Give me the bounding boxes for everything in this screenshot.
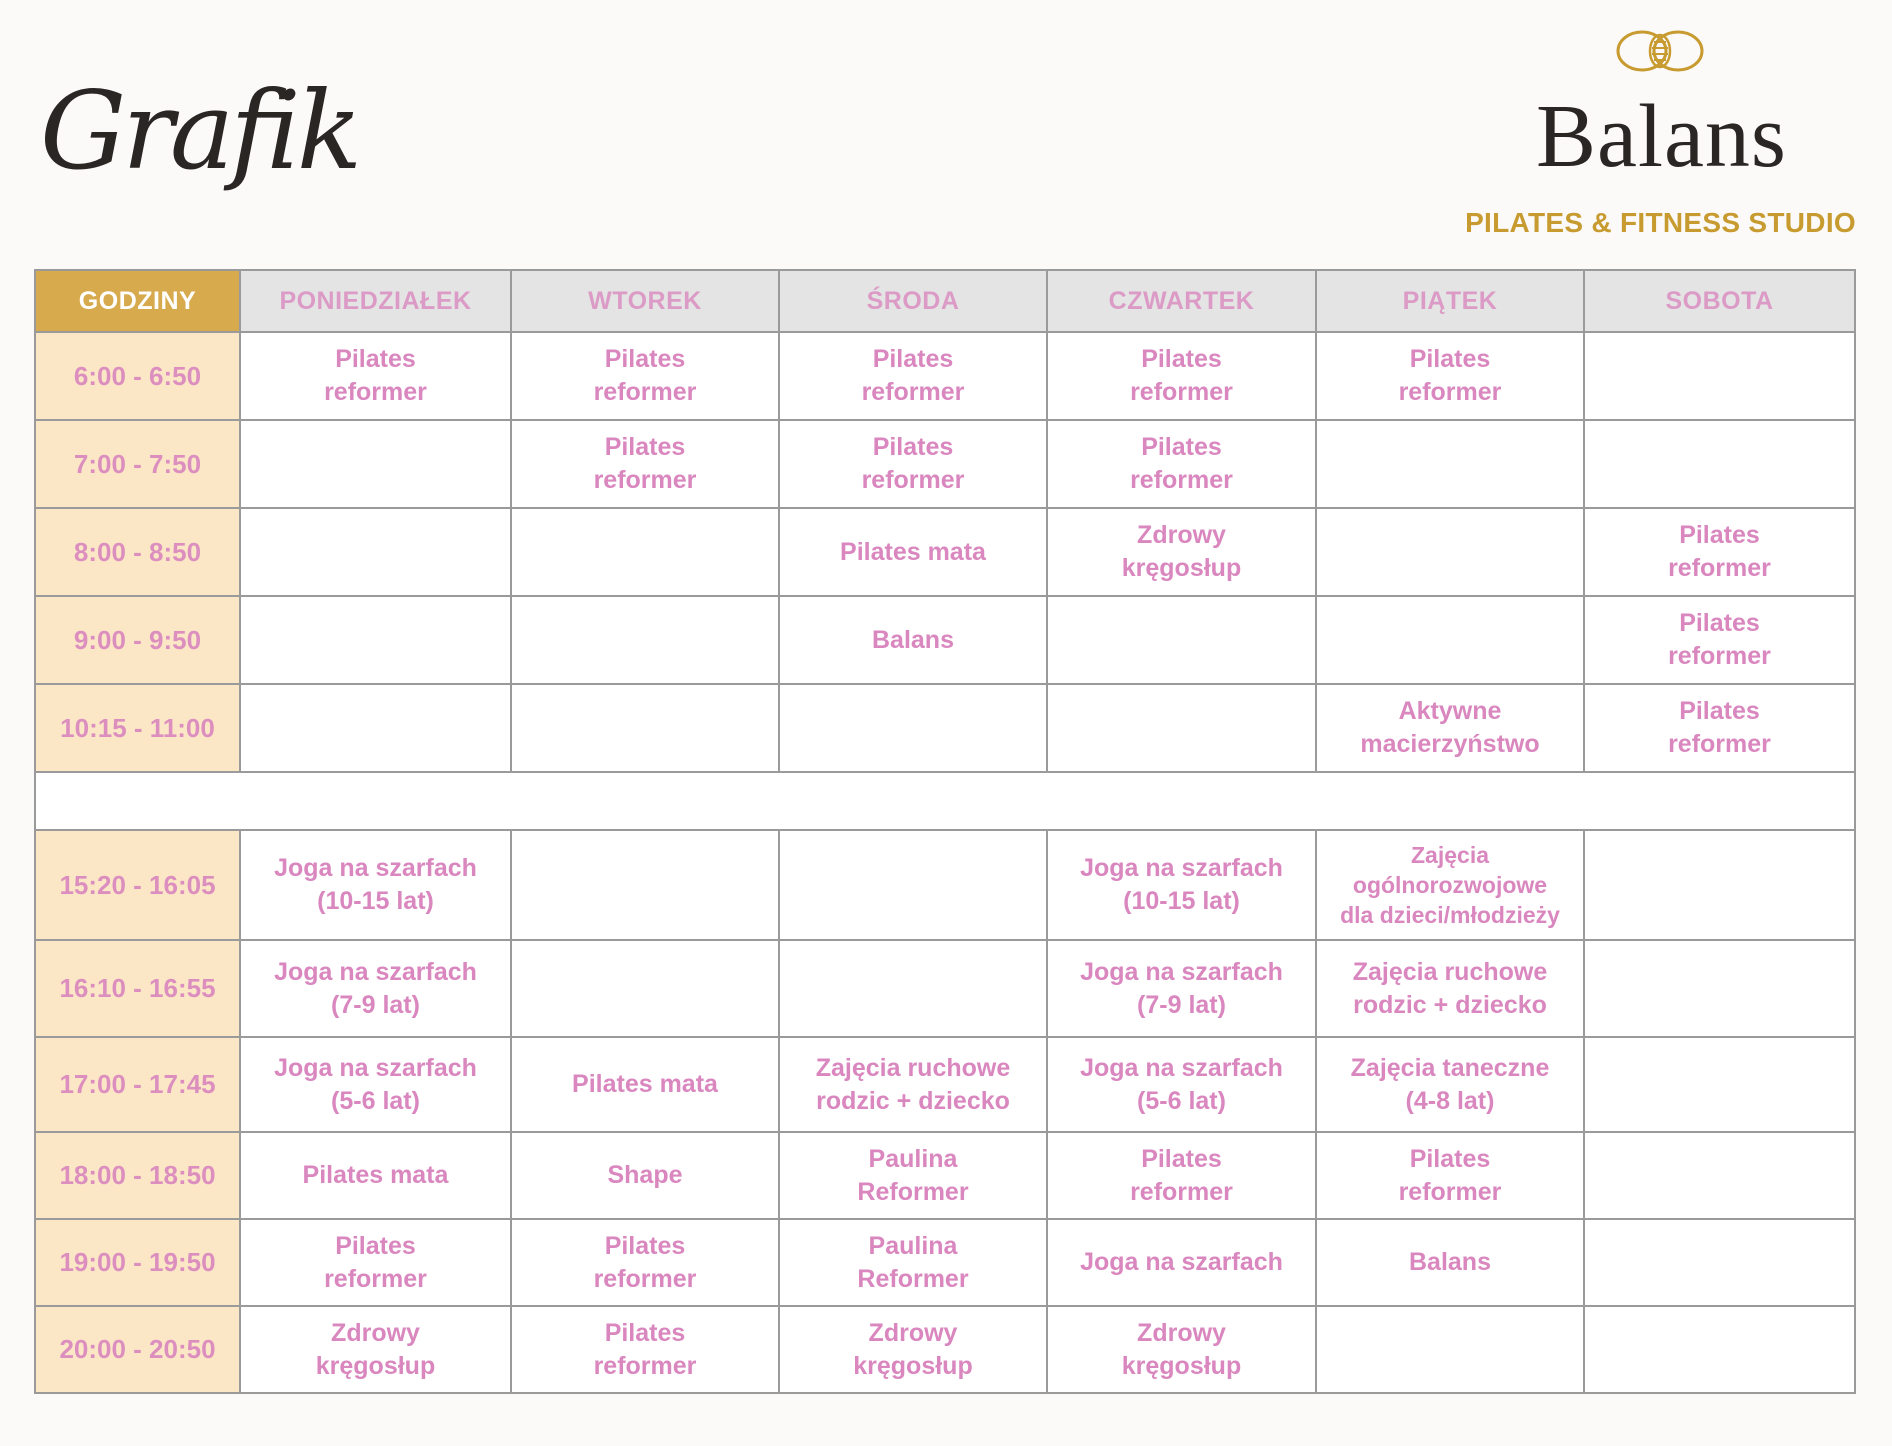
class-name: Pilates reformer bbox=[1130, 1144, 1233, 1206]
class-cell bbox=[1316, 940, 1584, 1037]
schedule-table bbox=[34, 269, 1856, 1394]
class-cell bbox=[511, 420, 779, 508]
schedule-row bbox=[35, 1037, 1855, 1132]
class-cell bbox=[1047, 684, 1316, 772]
schedule-row bbox=[35, 684, 1855, 772]
time-slot: 19:00 - 19:50 bbox=[35, 1219, 240, 1306]
class-cell bbox=[1316, 420, 1584, 508]
schedule-row bbox=[35, 1219, 1855, 1306]
class-cell bbox=[1047, 1132, 1316, 1219]
header-row bbox=[35, 270, 1855, 332]
class-cell bbox=[511, 1219, 779, 1306]
class-name: Balans bbox=[872, 625, 954, 654]
class-name: Pilates reformer bbox=[324, 1231, 427, 1293]
break-row bbox=[35, 772, 1855, 830]
class-cell bbox=[511, 830, 779, 940]
rings-logo-icon bbox=[1614, 28, 1706, 74]
class-cell bbox=[240, 830, 511, 940]
class-cell bbox=[779, 420, 1047, 508]
class-cell bbox=[511, 684, 779, 772]
schedule-row bbox=[35, 1306, 1855, 1393]
class-cell bbox=[1584, 596, 1855, 684]
class-cell bbox=[240, 420, 511, 508]
class-cell bbox=[1316, 684, 1584, 772]
class-cell bbox=[1316, 332, 1584, 420]
class-name: Shape bbox=[607, 1161, 683, 1189]
schedule-row bbox=[35, 1132, 1855, 1219]
class-cell bbox=[779, 830, 1047, 940]
column-header-tuesday: WTOREK bbox=[511, 270, 779, 332]
class-cell bbox=[511, 508, 779, 596]
class-cell bbox=[511, 940, 779, 1037]
class-name: Zajęcia taneczne (4-8 lat) bbox=[1350, 1053, 1550, 1115]
column-header-thursday: CZWARTEK bbox=[1047, 270, 1316, 332]
class-name: Zajęcia ruchowe rodzic + dziecko bbox=[815, 1053, 1011, 1115]
class-cell bbox=[1047, 508, 1316, 596]
class-name: Pilates reformer bbox=[593, 1231, 697, 1293]
class-cell bbox=[240, 332, 511, 420]
class-name: Pilates reformer bbox=[1398, 1144, 1502, 1206]
class-cell bbox=[779, 596, 1047, 684]
class-cell bbox=[1047, 830, 1316, 940]
schedule-row bbox=[35, 940, 1855, 1037]
class-cell bbox=[511, 596, 779, 684]
brand-tagline: PILATES & FITNESS STUDIO bbox=[1465, 207, 1856, 238]
class-name: Pilates reformer bbox=[593, 1318, 697, 1380]
class-cell bbox=[1584, 830, 1855, 940]
time-slot: 16:10 - 16:55 bbox=[35, 940, 240, 1037]
class-cell bbox=[1316, 830, 1584, 940]
schedule-row bbox=[35, 830, 1855, 940]
class-name: Zajęcia ruchowe rodzic + dziecko bbox=[1352, 957, 1548, 1019]
class-cell bbox=[1047, 1219, 1316, 1306]
class-name: Pilates reformer bbox=[1668, 609, 1771, 670]
class-name: Joga na szarfach (7-9 lat) bbox=[274, 957, 477, 1019]
class-cell bbox=[1047, 1306, 1316, 1393]
column-header-wednesday: ŚRODA bbox=[779, 270, 1047, 332]
class-cell bbox=[1584, 940, 1855, 1037]
class-cell bbox=[1316, 1306, 1584, 1393]
class-name: Zdrowy kręgosłup bbox=[1121, 1318, 1242, 1380]
class-cell bbox=[1584, 1306, 1855, 1393]
class-cell bbox=[1316, 1132, 1584, 1219]
class-cell bbox=[240, 596, 511, 684]
break-cell bbox=[35, 772, 1855, 830]
class-cell bbox=[240, 1037, 511, 1132]
class-cell bbox=[240, 940, 511, 1037]
column-header-friday: PIĄTEK bbox=[1316, 270, 1584, 332]
class-name: Joga na szarfach (10-15 lat) bbox=[274, 854, 477, 915]
class-cell bbox=[1584, 1132, 1855, 1219]
time-slot: 8:00 - 8:50 bbox=[35, 508, 240, 596]
class-cell bbox=[1047, 332, 1316, 420]
class-cell bbox=[511, 1306, 779, 1393]
class-cell bbox=[779, 508, 1047, 596]
class-cell bbox=[1584, 332, 1855, 420]
class-cell bbox=[1584, 1219, 1855, 1306]
class-name: Pilates reformer bbox=[1668, 697, 1771, 758]
column-header-saturday: SOBOTA bbox=[1584, 270, 1855, 332]
class-cell bbox=[1584, 420, 1855, 508]
class-name: Pilates reformer bbox=[1130, 345, 1233, 406]
class-name: Pilates reformer bbox=[861, 433, 965, 494]
class-cell bbox=[511, 332, 779, 420]
class-name: Joga na szarfach (10-15 lat) bbox=[1080, 854, 1283, 915]
class-cell bbox=[779, 1219, 1047, 1306]
class-cell bbox=[240, 1132, 511, 1219]
class-cell bbox=[779, 940, 1047, 1037]
time-slot: 9:00 - 9:50 bbox=[35, 596, 240, 684]
class-cell bbox=[1316, 596, 1584, 684]
class-cell bbox=[1316, 508, 1584, 596]
class-name: Zdrowy kręgosłup bbox=[315, 1318, 436, 1380]
time-slot: 15:20 - 16:05 bbox=[35, 830, 240, 940]
class-name: Pilates mata bbox=[840, 537, 986, 566]
class-cell bbox=[240, 684, 511, 772]
class-cell bbox=[240, 1219, 511, 1306]
class-cell bbox=[240, 1306, 511, 1393]
class-cell bbox=[779, 1306, 1047, 1393]
schedule-row bbox=[35, 508, 1855, 596]
brand-name: Balans bbox=[1536, 87, 1787, 186]
class-cell bbox=[1584, 1037, 1855, 1132]
schedule-row bbox=[35, 332, 1855, 420]
class-name: Paulina Reformer bbox=[857, 1231, 969, 1293]
class-name: Zajęcia ogólnorozwojowe dla dzieci/młodzieży bbox=[1340, 842, 1560, 928]
class-cell bbox=[779, 1037, 1047, 1132]
class-name: Pilates reformer bbox=[593, 345, 697, 406]
class-name: Pilates mata bbox=[572, 1070, 718, 1098]
class-cell bbox=[1047, 420, 1316, 508]
class-name: Pilates reformer bbox=[1130, 433, 1233, 494]
time-slot: 7:00 - 7:50 bbox=[35, 420, 240, 508]
class-name: Pilates reformer bbox=[324, 345, 427, 406]
class-name: Balans bbox=[1409, 1248, 1491, 1276]
class-name: Pilates reformer bbox=[861, 345, 965, 406]
time-slot: 20:00 - 20:50 bbox=[35, 1306, 240, 1393]
class-name: Zdrowy kręgosłup bbox=[1121, 521, 1242, 582]
class-cell bbox=[1584, 508, 1855, 596]
class-cell bbox=[1047, 940, 1316, 1037]
class-name: Joga na szarfach bbox=[1080, 1248, 1283, 1276]
class-cell bbox=[779, 1132, 1047, 1219]
class-cell bbox=[1584, 684, 1855, 772]
page-title: Grafik bbox=[40, 69, 359, 194]
class-cell bbox=[511, 1132, 779, 1219]
time-slot: 18:00 - 18:50 bbox=[35, 1132, 240, 1219]
class-name: Aktywne macierzyństwo bbox=[1360, 697, 1540, 758]
schedule-row bbox=[35, 420, 1855, 508]
class-name: Pilates reformer bbox=[1668, 521, 1771, 582]
class-cell bbox=[511, 1037, 779, 1132]
class-name: Pilates mata bbox=[302, 1161, 449, 1189]
class-cell bbox=[779, 684, 1047, 772]
time-slot: 10:15 - 11:00 bbox=[35, 684, 240, 772]
schedule-row bbox=[35, 596, 1855, 684]
time-slot: 6:00 - 6:50 bbox=[35, 332, 240, 420]
class-cell bbox=[1316, 1037, 1584, 1132]
class-name: Joga na szarfach (5-6 lat) bbox=[274, 1053, 477, 1115]
class-name: Pilates reformer bbox=[593, 433, 697, 494]
class-cell bbox=[1316, 1219, 1584, 1306]
class-cell bbox=[240, 508, 511, 596]
column-header-hours: GODZINY bbox=[35, 270, 240, 332]
class-name: Paulina Reformer bbox=[857, 1144, 969, 1206]
class-cell bbox=[1047, 596, 1316, 684]
class-cell bbox=[1047, 1037, 1316, 1132]
column-header-monday: PONIEDZIAŁEK bbox=[240, 270, 511, 332]
class-cell bbox=[779, 332, 1047, 420]
class-name: Pilates reformer bbox=[1398, 345, 1502, 406]
time-slot: 17:00 - 17:45 bbox=[35, 1037, 240, 1132]
class-name: Joga na szarfach (5-6 lat) bbox=[1080, 1053, 1283, 1115]
class-name: Zdrowy kręgosłup bbox=[853, 1318, 973, 1380]
class-name: Joga na szarfach (7-9 lat) bbox=[1080, 957, 1283, 1019]
